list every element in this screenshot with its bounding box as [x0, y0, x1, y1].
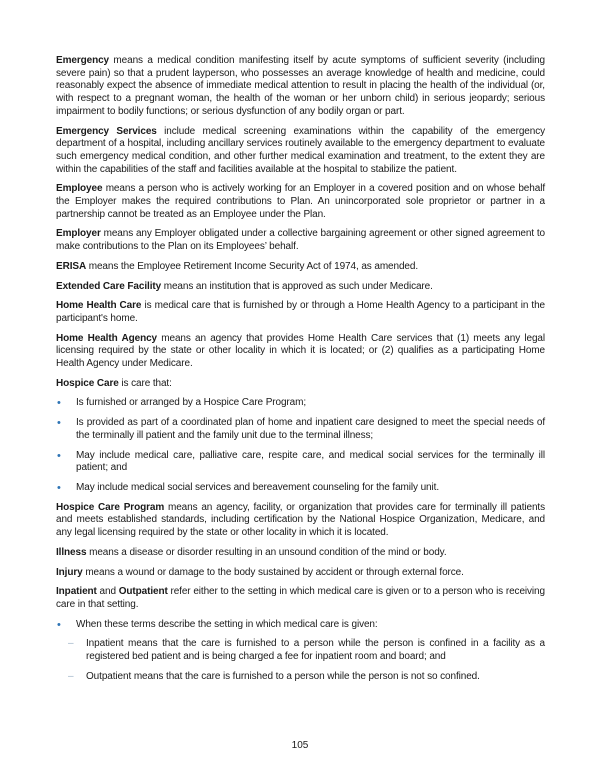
defined-term: ERISA [56, 260, 87, 272]
body-text: means any Employer obligated under a collective bargaining agreement or other signed agreement to make contributions to the Plan on its Employees’ behalf. [56, 228, 545, 253]
para-erisa [56, 261, 545, 274]
defined-term: Hospice Care Program [56, 501, 165, 513]
para-employee [56, 183, 545, 221]
body-text: include medical screening examinations within the capability of the emergency department of a hospital, including ancillary services routinely available to the emergency department to evaluate such emergency medical condition, and other further medical examination and treatment, to the extent they are within the capabilities of the staff and facilities available at the hospital to stabilize the patient. [56, 125, 546, 175]
para-employer [56, 228, 545, 253]
para-home-health-agency [56, 333, 545, 371]
body-text: means a disease or disorder resulting in an unsound condition of the mind or body. [86, 546, 447, 558]
page-number: 105 [291, 740, 309, 751]
body-text: means a medical condition manifesting itself by acute symptoms of sufficient severity (including severe pain) so that a prudent layperson, who possesses an average knowledge of health and medicine, could reasonably expect the absence of immediate medical attention to result in placing the health of the individual (or, with respect to a pregnant woman, the health of the woman or her unborn child) in serious jeopardy; serious impairment to bodily functions; or serious dysfunction of any bodily organ or part. [56, 55, 545, 117]
body-text: means an agency that provides Home Health Care services that (1) meets any legal licensing required by the state or other locality in which it is located; or (2) qualifies as a participating Home Health Agency under Medicare. [56, 332, 545, 370]
dash-outpatient [56, 671, 545, 684]
body-text: May include medical social services and bereavement counseling for the family unit. [76, 481, 439, 493]
para-inpatient-outpatient [56, 586, 545, 611]
bullet-hospice-3 [56, 450, 545, 475]
body-text: When these terms describe the setting in which medical care is given: [76, 618, 378, 630]
document-body [56, 55, 545, 690]
para-extended-care-facility [56, 281, 545, 294]
para-illness [56, 547, 545, 560]
defined-term: Home Health Care [56, 300, 142, 312]
body-text: means the Employee Retirement Income Security Act of 1974, as amended. [86, 260, 419, 272]
bullet-hospice-4 [56, 482, 545, 495]
body-text: is care that: [118, 377, 172, 389]
body-text: and [96, 586, 119, 598]
bullet-setting-terms [56, 619, 545, 632]
bullet-hospice-1 [56, 397, 545, 410]
para-home-health-care [56, 300, 545, 325]
defined-term: Employer [56, 228, 101, 240]
body-text: means an agency, facility, or organization that provides care for terminally ill patients and meets established standards, including certification by the National Hospice Organization, Medicare, and any legal licensing required by the state or other locality in which it is located. [56, 501, 545, 539]
bullet-icon: • [57, 417, 61, 430]
body-text: means a person who is actively working for an Employer in a covered position and on whose behalf the Employer makes the required contributions to Plan. An unincorporated sole proprietor or partner in a partnership cannot be treated as an Employee under the Plan. [56, 183, 545, 220]
body-text: means a wound or damage to the body sustained by accident or through external force. [82, 566, 464, 578]
para-emergency [56, 55, 545, 119]
bullet-icon: • [57, 397, 61, 410]
defined-term: Injury [56, 566, 83, 578]
body-text: Outpatient means that the care is furnished to a person while the person is not so confined. [86, 670, 480, 682]
body-text: means an institution that is approved as such under Medicare. [161, 280, 433, 292]
defined-term: Emergency [56, 55, 110, 66]
body-text: is medical care that is furnished by or through a Home Health Agency to a participant in the participant's home. [56, 300, 546, 324]
defined-term: Extended Care Facility [56, 280, 162, 292]
dash-icon: – [68, 670, 74, 682]
bullet-icon: • [57, 449, 61, 462]
defined-term: Home Health Agency [56, 332, 157, 344]
body-text: Inpatient means that the care is furnished to a person while the person is confined in a facility as a registered bed patient and is being charged a fee for inpatient room and board; and [86, 638, 545, 663]
body-text: refer either to the setting in which medical care is given or to a person who is receiving care in that setting. [56, 586, 545, 610]
defined-term: Emergency Services [56, 125, 157, 137]
defined-term: Outpatient [118, 586, 168, 598]
bullet-hospice-2 [56, 417, 545, 442]
body-text: Is furnished or arranged by a Hospice Care Program; [76, 397, 307, 409]
defined-term: Employee [56, 183, 103, 195]
dash-icon: – [68, 638, 74, 650]
bullet-icon: • [57, 481, 61, 494]
body-text: Is provided as part of a coordinated plan of home and inpatient care designed to meet the special needs of the terminally ill patient and the family unit due to the terminal illness; [76, 417, 545, 441]
para-hospice-care-program [56, 502, 545, 540]
defined-term: Illness [56, 546, 87, 558]
defined-term: Inpatient [56, 586, 97, 598]
para-emergency-services [56, 126, 545, 177]
para-injury [56, 567, 545, 580]
dash-inpatient [56, 638, 545, 663]
defined-term: Hospice Care [56, 377, 119, 389]
para-hospice-care [56, 378, 545, 391]
bullet-icon: • [57, 618, 61, 631]
body-text: May include medical care, palliative care, respite care, and medical social services for the terminally ill patient; and [76, 449, 545, 474]
